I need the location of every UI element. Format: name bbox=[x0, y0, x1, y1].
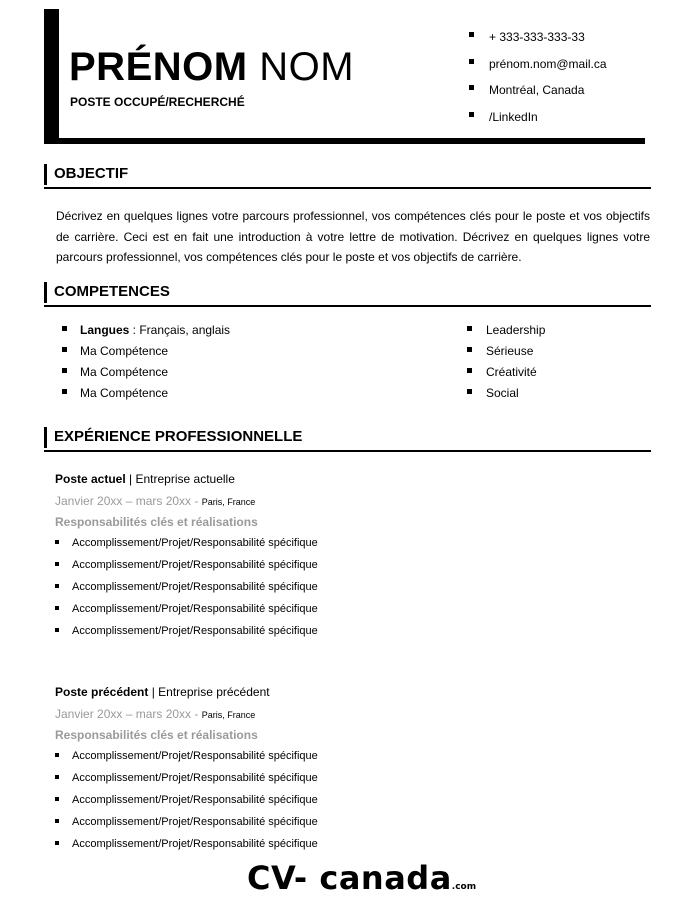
skill-value: Leadership bbox=[486, 323, 546, 337]
achievement-item bbox=[55, 837, 650, 859]
achievement-text: Accomplissement/Projet/Responsabilité spécifique bbox=[72, 625, 318, 637]
heading-marker bbox=[44, 164, 47, 185]
bullet-icon bbox=[467, 347, 472, 352]
bullet-icon bbox=[469, 32, 474, 37]
job-period: Janvier 20xx – mars 20xx - bbox=[55, 494, 202, 508]
section-title: OBJECTIF bbox=[54, 165, 129, 182]
achievement-item bbox=[55, 536, 650, 558]
job-position: Poste actuel bbox=[55, 472, 126, 486]
job-dates bbox=[55, 493, 650, 514]
contact-linkedin-text: /LinkedIn bbox=[489, 109, 538, 124]
achievement-text: Accomplissement/Projet/Responsabilité spécifique bbox=[72, 537, 318, 549]
achievement-text: Accomplissement/Projet/Responsabilité spécifique bbox=[72, 559, 318, 571]
skill-value: Ma Compétence bbox=[80, 365, 169, 379]
contact-phone-text: + 333-333-333-33 bbox=[489, 30, 585, 44]
bullet-icon bbox=[467, 389, 472, 394]
heading-marker bbox=[44, 427, 47, 448]
job-responsibilities-label: Responsabilités clés et réalisations bbox=[55, 515, 258, 529]
job-title bbox=[55, 471, 650, 493]
heading-marker bbox=[44, 282, 47, 303]
achievement-item bbox=[55, 558, 650, 580]
job-entry-previous bbox=[55, 684, 650, 859]
section-experience-heading bbox=[44, 425, 651, 452]
logo-text: CV- canada bbox=[247, 859, 452, 897]
achievement-text: Accomplissement/Projet/Responsabilité spécifique bbox=[72, 794, 318, 806]
achievement-item bbox=[55, 771, 650, 793]
bullet-icon bbox=[55, 819, 59, 823]
achievement-text: Accomplissement/Projet/Responsabilité spécifique bbox=[72, 772, 318, 784]
job-dates bbox=[55, 706, 650, 727]
skill-value: Ma Compétence bbox=[80, 386, 169, 400]
achievement-text: Accomplissement/Projet/Responsabilité spécifique bbox=[72, 816, 318, 828]
bullet-icon bbox=[469, 59, 474, 64]
job-separator: | bbox=[148, 685, 159, 699]
achievement-text: Accomplissement/Projet/Responsabilité spécifique bbox=[72, 750, 318, 762]
job-location: Paris, France bbox=[201, 497, 256, 507]
header-left-bar bbox=[44, 9, 59, 144]
section-objective-heading bbox=[44, 162, 651, 189]
job-role: POSTE OCCUPÉ/RECHERCHÉ bbox=[70, 95, 245, 109]
bullet-icon bbox=[62, 389, 67, 394]
achievement-item bbox=[55, 749, 650, 771]
bullet-icon bbox=[469, 85, 474, 90]
objective-text: Décrivez en quelques lignes votre parcours professionnel, vos compétences clés pour le poste et vos objectifs de carrière. Ceci est en fait une introduction à votre lettre de motivation. Décrivez en quelques lignes votre parcours professionnel, vos compétences clés pour le poste et vos objectifs de carrière. bbox=[56, 209, 650, 264]
achievement-item bbox=[55, 602, 650, 624]
job-period: Janvier 20xx – mars 20xx - bbox=[55, 707, 202, 721]
bullet-icon bbox=[55, 841, 59, 845]
job-title bbox=[55, 684, 650, 706]
bullet-icon bbox=[55, 628, 59, 632]
job-position: Poste précédent bbox=[55, 685, 149, 699]
achievement-text: Accomplissement/Projet/Responsabilité spécifique bbox=[72, 603, 318, 615]
job-separator: | bbox=[125, 472, 136, 486]
achievement-text: Accomplissement/Projet/Responsabilité spécifique bbox=[72, 838, 318, 850]
bullet-icon bbox=[55, 584, 59, 588]
section-title: EXPÉRIENCE PROFESSIONNELLE bbox=[54, 428, 303, 445]
section-skills-heading bbox=[44, 280, 651, 307]
bullet-icon bbox=[55, 753, 59, 757]
bullet-icon bbox=[469, 112, 474, 117]
achievement-item bbox=[55, 815, 650, 837]
skill-value: Créativité bbox=[486, 365, 537, 379]
job-company: Entreprise précédent bbox=[158, 685, 270, 699]
skill-value: Sérieuse bbox=[486, 344, 534, 358]
skill-label: Langues bbox=[80, 323, 130, 337]
skill-value: : Français, anglais bbox=[129, 323, 231, 337]
bullet-icon bbox=[55, 562, 59, 566]
header-bottom-rule bbox=[44, 138, 645, 144]
bullet-icon bbox=[55, 797, 59, 801]
logo-suffix: .com bbox=[451, 882, 477, 892]
achievement-item bbox=[55, 793, 650, 815]
bullet-icon bbox=[62, 368, 67, 373]
skill-value: Ma Compétence bbox=[80, 344, 169, 358]
bullet-icon bbox=[55, 775, 59, 779]
bullet-icon bbox=[62, 326, 67, 331]
section-title: COMPETENCES bbox=[54, 283, 170, 300]
achievement-item bbox=[55, 580, 650, 602]
bullet-icon bbox=[55, 606, 59, 610]
skill-value: Social bbox=[486, 386, 519, 400]
job-company: Entreprise actuelle bbox=[135, 472, 235, 486]
contact-email-text: prénom.nom@mail.ca bbox=[489, 56, 607, 71]
job-entry-current bbox=[55, 471, 650, 646]
contact-location-text: Montréal, Canada bbox=[489, 83, 585, 97]
bullet-icon bbox=[62, 347, 67, 352]
bullet-icon bbox=[55, 540, 59, 544]
last-name: NOM bbox=[259, 45, 355, 89]
first-name: PRÉNOM bbox=[69, 45, 248, 89]
cv-canada-logo bbox=[247, 858, 476, 898]
bullet-icon bbox=[467, 368, 472, 373]
achievement-text: Accomplissement/Projet/Responsabilité spécifique bbox=[72, 581, 318, 593]
job-location: Paris, France bbox=[201, 710, 256, 720]
job-responsibilities-label: Responsabilités clés et réalisations bbox=[55, 728, 258, 742]
candidate-name bbox=[69, 44, 354, 90]
achievement-item bbox=[55, 624, 650, 646]
bullet-icon bbox=[467, 326, 472, 331]
